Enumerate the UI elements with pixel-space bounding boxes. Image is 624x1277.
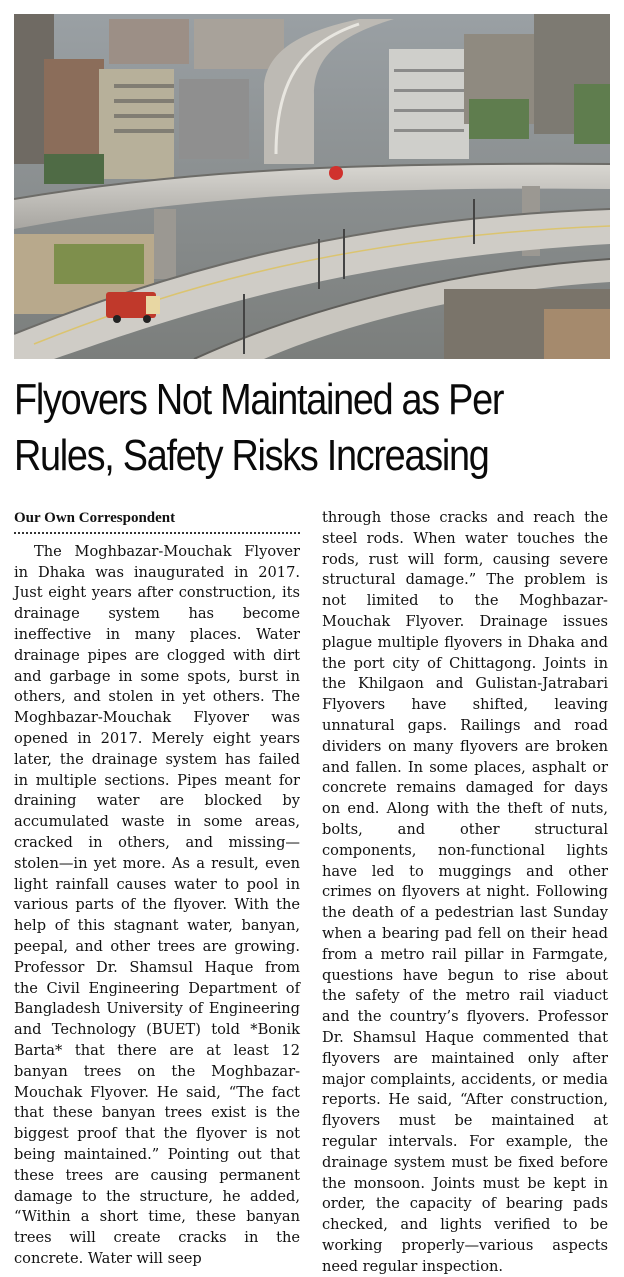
article-text-col2: through those cracks and reach the steel rods. When water touches the rods, rust will form, causing severe structural damage.” The problem is not limited to the Moghbazar-Mouchak Flyover. Drainage issues plague multiple flyovers in Dhaka and the port city of Chittagong. Joints in the Khilgaon and Gulistan-Jatrabari Flyovers have shifted, leaving unnatural gaps. Railings and road dividers on many flyovers are broken and fallen. In some places, asphalt or concrete remains damaged for days on end. Along with the theft of nuts, bolts, and other structural components, non-functional lights have led to muggings and other crimes on flyovers at night. Following the death of a pedestrian last Sunday when a bearing pad fell on their head from a metro rail pillar in Farmgate, questions have begun to rise about the safety of the metro rail viaduct and the country’s flyovers. Professor Dr. Shamsul Haque commented that flyovers are maintained only after major complaints, accidents, or media reports. He said, “After construction, flyovers must be maintained at regular intervals. For example, the drainage system must be fixed before the monsoon. Joints must be kept in order, the capacity of bearing pads checked, and lights verified to be working properly—various aspects need regular inspection.: [322, 509, 608, 1275]
byline: Our Own Correspondent: [14, 508, 300, 534]
article-text-col1: The Moghbazar-Mouchak Flyover in Dhaka was inaugurated in 2017. Just eight years after construction, its drainage system has become ineffective in many places. Water drainage pipes are clogged with dirt and garbage in some spots, burst in others, and stolen in yet others. The Moghbazar-Mouchak Flyover was opened in 2017. Merely eight years later, the drainage system has failed in multiple sections. Pipes meant for draining water are blocked by accumulated waste in some areas, cracked in others, and missing—stolen—in yet more. As a result, even light rainfall causes water to pool in various parts of the flyover. With the help of this stagnant water, banyan, peepal, and other trees are growing. Professor Dr. Shamsul Haque from the Civil Engineering Department of Bangladesh University of Engineering and Technology (BUET) told *Bonik Barta* that there are at least 12 banyan trees on the Moghbazar-Mouchak Flyover. He said, “The fact that these banyan trees exist is the biggest proof that the flyover is not being maintained.” Pointing out that these trees are causing permanent damage to the structure, he added, “Within a short time, these banyan trees will create cracks in the concrete. Water will seep: [14, 542, 300, 1267]
headline: Flyovers Not Maintained as Per Rules, Safety Risks Increasing: [14, 375, 504, 480]
article-column-1: [14, 508, 300, 1270]
flyover-photo: [14, 14, 610, 359]
article-column-2: [322, 508, 608, 1277]
